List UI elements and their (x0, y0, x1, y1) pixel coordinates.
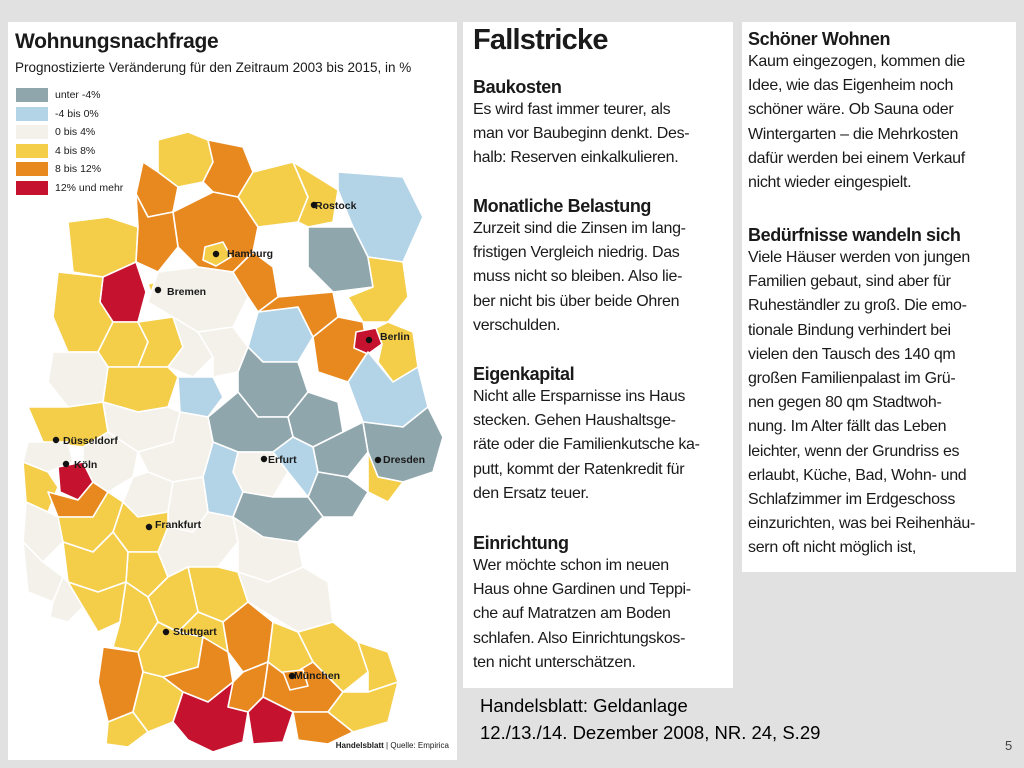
credit-source: Handelsblatt (335, 741, 384, 750)
dot-dresden (375, 457, 381, 463)
dot-duesseldorf (53, 437, 59, 443)
source-caption (480, 692, 820, 746)
article-column-left (463, 22, 733, 688)
map-credit: Handelsblatt | Quelle: Empirica (335, 741, 449, 750)
legend-label: 8 bis 12% (55, 163, 102, 176)
city-label-frankfurt: Frankfurt (155, 519, 202, 531)
map-panel (8, 22, 457, 760)
caption-line-2: 12./13./14. Dezember 2008, NR. 24, S.29 (480, 722, 821, 743)
city-label-dresden: Dresden (383, 454, 426, 466)
section-title: Schöner Wohnen (748, 29, 891, 49)
legend-item (15, 105, 123, 124)
dot-erfurt (261, 456, 267, 462)
article-section (748, 224, 1014, 561)
article-column-right (742, 22, 1016, 572)
section-body: Zurzeit sind die Zinsen im lang- fristigen Vergleich niedrig. Das muss nicht so bleiben. Also lie- ber nicht bis über beide Ohren verschulden. (473, 220, 686, 334)
legend-swatch (15, 124, 49, 140)
map-title: Wohnungsnachfrage (15, 30, 219, 53)
legend-swatch (15, 87, 49, 103)
article-section (473, 195, 728, 338)
legend-swatch (15, 180, 49, 196)
section-title: Einrichtung (473, 533, 569, 553)
section-title: Eigenkapital (473, 364, 575, 384)
legend-swatch (15, 161, 49, 177)
section-body: Nicht alle Ersparnisse ins Haus stecken. Gehen Haushaltsge- räte oder die Familienkutsche ka- putt, kommt der Ratenkredit für den Ersatz teuer. (473, 388, 700, 502)
legend-label: 4 bis 8% (55, 144, 96, 157)
city-label-berlin: Berlin (380, 331, 410, 343)
dot-bremen (155, 287, 161, 293)
article-heading: Fallstricke (473, 24, 608, 56)
dot-koeln (63, 461, 69, 467)
article-section (748, 28, 1014, 195)
map-subtitle: Prognostizierte Veränderung für den Zeitraum 2003 bis 2015, in % (15, 60, 412, 75)
section-body: Viele Häuser werden von jungen Familien gebaut, sind aber für Ruheständler zu groß. Die emo- tionale Bindung verhindert bei vielen den Tausch des 140 qm großen Familienpalast im Grü- nen gegen 80 qm Stadtwoh- nung. Im Alter fällt das Leben leichter, wenn der Grundriss es erlaubt, Küche, Bad, Wohn- und Schlafzimmer im Erdgeschoss einzurichten, was bei Reihenhäu- sern oft nicht möglich ist, (748, 249, 975, 557)
article-section (473, 532, 728, 675)
caption-line-1: Handelsblatt: Geldanlage (480, 695, 688, 716)
section-title: Monatliche Belastung (473, 196, 652, 216)
city-label-duesseldorf: Düsseldorf (63, 435, 118, 447)
legend-item (15, 179, 123, 198)
legend-swatch (15, 143, 49, 159)
city-label-erfurt: Erfurt (268, 454, 297, 466)
legend-label: 12% und mehr (55, 181, 124, 194)
credit-text: Quelle: Empirica (390, 741, 449, 750)
page-number: 5 (1005, 738, 1013, 753)
city-label-muenchen: München (294, 670, 341, 682)
legend-swatch (15, 106, 49, 122)
section-body: Kaum eingezogen, kommen die Idee, wie das Eigenheim noch schöner wäre. Ob Sauna oder Wintergarten – die Mehrkosten dafür werden bei einem Verkauf nicht wieder eingespielt. (748, 53, 965, 192)
legend-item (15, 86, 123, 105)
city-label-bremen: Bremen (167, 286, 207, 298)
city-label-koeln: Köln (74, 459, 98, 471)
article-section (473, 363, 728, 506)
legend-label: -4 bis 0% (55, 107, 99, 120)
region-nrw-muenster (48, 352, 108, 407)
city-label-hamburg: Hamburg (227, 248, 274, 260)
city-label-stuttgart: Stuttgart (173, 626, 217, 638)
legend-item (15, 160, 123, 179)
section-title: Bedürfnisse wandeln sich (748, 225, 961, 245)
legend-item (15, 123, 123, 142)
dot-berlin (366, 337, 372, 343)
legend-label: 0 bis 4% (55, 126, 96, 139)
section-body: Es wird fast immer teurer, als man vor Baubeginn denkt. Des- halb: Reserven einkalkulieren. (473, 101, 690, 167)
map-legend (15, 86, 123, 197)
legend-item (15, 142, 123, 161)
legend-label: unter -4% (55, 89, 101, 102)
article-section (473, 76, 728, 171)
dot-stuttgart (163, 629, 169, 635)
section-body: Wer möchte schon im neuen Haus ohne Gardinen und Teppi- che auf Matratzen am Boden schlafen. Also Einrichtungskos- ten nicht unterschätzen. (473, 557, 691, 671)
dot-hamburg (213, 251, 219, 257)
city-label-rostock: Rostock (315, 200, 357, 212)
section-title: Baukosten (473, 77, 562, 97)
dot-frankfurt (146, 524, 152, 530)
